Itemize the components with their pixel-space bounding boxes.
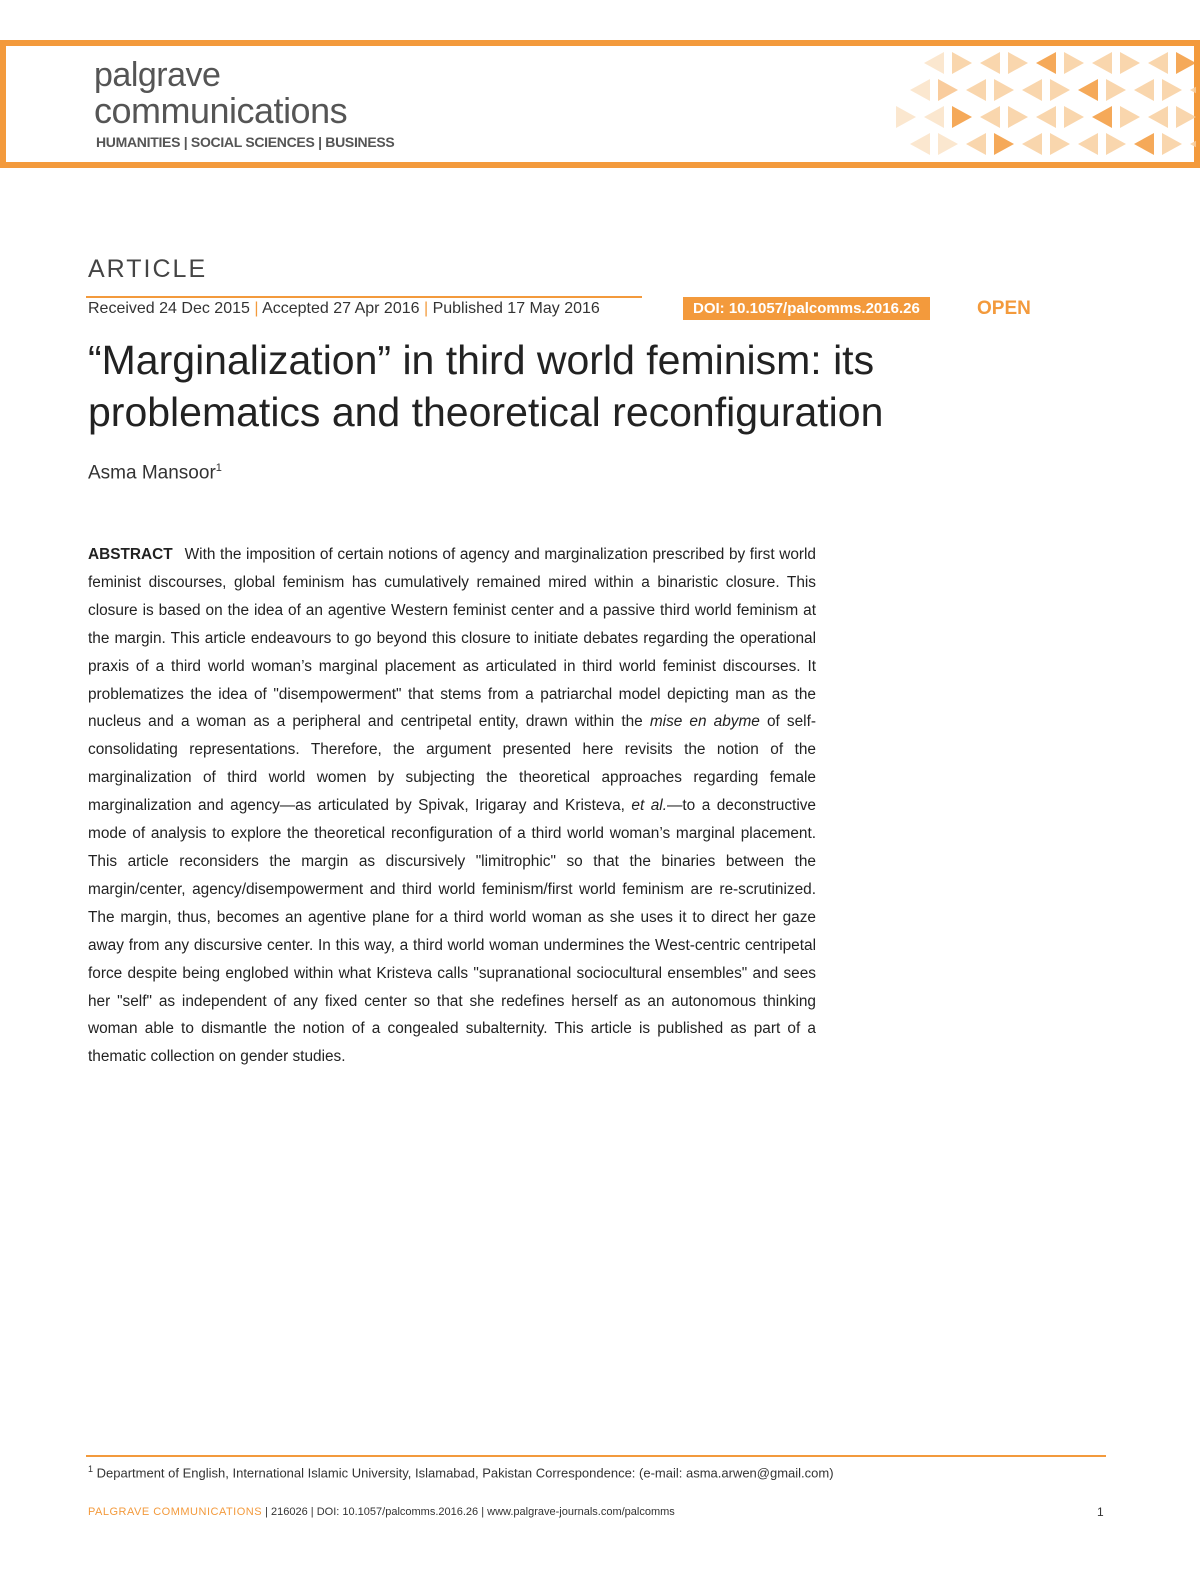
footer-details: | 216026 | DOI: 10.1057/palcomms.2016.26 | www.palgrave-journals.com/palcomms <box>262 1506 675 1518</box>
pattern-triangle <box>1190 79 1196 101</box>
separator: | <box>254 300 263 317</box>
received-date: Received 24 Dec 2015 <box>88 300 250 317</box>
pattern-triangle <box>1162 133 1182 155</box>
pattern-triangle <box>938 79 958 101</box>
author-name: Asma Mansoor <box>88 462 216 484</box>
open-access-label: OPEN <box>977 298 1031 319</box>
abstract-text-1: With the imposition of certain notions of agency and marginalization prescribed by first world feminist discourses, global feminism has cumulatively remained mired within a binaristic closure. This closure is based on the idea of an agentive Western feminist center and a passive third world feminism at the margin. This article endeavours to go beyond this closure to initiate debates regarding the operational praxis of a third world woman’s marginal placement as articulated in third world feminist discourses. It problematizes the idea of "disempowerment" that stems from a patriarchal model depicting man as the nucleus and a woman as a peripheral and centripetal entity, drawn within the <box>88 546 816 731</box>
pattern-triangle <box>1106 79 1126 101</box>
pattern-triangle <box>1162 79 1182 101</box>
article-type-label: ARTICLE <box>88 255 208 283</box>
abstract-label: ABSTRACT <box>88 546 173 563</box>
pattern-triangle <box>1176 52 1196 74</box>
pattern-triangle <box>1134 133 1154 155</box>
pattern-triangle <box>1008 52 1028 74</box>
pattern-triangle <box>1008 106 1028 128</box>
article-title: “Marginalization” in third world feminism: its problematics and theoretical reconfiguration <box>88 337 884 435</box>
pattern-triangle <box>924 52 944 74</box>
pattern-triangle <box>1078 79 1098 101</box>
separator: | <box>423 300 433 317</box>
page-footer <box>88 1506 675 1518</box>
brand-name-line1: palgrave <box>94 56 221 94</box>
footer-journal-name: PALGRAVE COMMUNICATIONS <box>88 1506 263 1518</box>
pattern-triangle <box>1134 79 1154 101</box>
pattern-triangle <box>1022 79 1042 101</box>
pattern-triangle <box>896 106 916 128</box>
pattern-triangle <box>1176 106 1196 128</box>
doi-badge[interactable]: DOI: 10.1057/palcomms.2016.26 <box>683 297 930 320</box>
pattern-triangle <box>910 79 930 101</box>
pattern-triangle <box>1078 133 1098 155</box>
abstract-italic-1: mise en abyme <box>649 713 760 731</box>
page-number: 1 <box>1097 1505 1104 1519</box>
pattern-triangle <box>910 133 930 155</box>
footnote-mark: 1 <box>88 1464 94 1474</box>
pattern-triangle <box>1036 52 1056 74</box>
meta-divider <box>86 296 642 298</box>
pattern-triangle <box>1148 52 1168 74</box>
pattern-triangle <box>938 133 958 155</box>
pattern-triangle <box>1050 133 1070 155</box>
affiliation-mark: 1 <box>215 462 222 474</box>
brand-tagline: HUMANITIES | SOCIAL SCIENCES | BUSINESS <box>96 134 395 150</box>
footnote <box>88 1464 834 1480</box>
abstract-text-2: of self-consolidating representations. Therefore, the argument presented here revisits the notion of the marginalization of third world women by subjecting the theoretical approaches regarding female marginalization and agency—as articulated by Spivak, Irigaray and Kristeva, <box>88 713 816 815</box>
abstract <box>88 541 816 1071</box>
pattern-triangle <box>966 133 986 155</box>
decorative-triangle-pattern <box>866 46 1196 162</box>
abstract-text-3: —to a deconstructive mode of analysis to explore the theoretical reconfiguration of a third world woman’s marginal placement. This article reconsiders the margin as discursively "limitrophic" so that the binaries between the margin/center, agency/disempowerment and third world feminism/first world feminism are re-scrutinized. The margin, thus, becomes an agentive plane for a third world woman as she uses it to direct her gaze away from any discursive center. In this way, a third world woman undermines the West-centric centripetal force despite being englobed within what Kristeva calls "supranational sociocultural ensembles" and sees her "self" as independent of any fixed center so that she redefines herself as an autonomous thinking woman able to dismantle the notion of a congealed subalternity. This article is published as part of a thematic collection on gender studies. <box>88 797 816 1066</box>
pattern-triangle <box>1106 133 1126 155</box>
abstract-italic-2: et al. <box>631 797 667 815</box>
journal-banner <box>0 40 1200 168</box>
pattern-triangle <box>924 106 944 128</box>
pattern-triangle <box>1064 52 1084 74</box>
pattern-triangle <box>1064 106 1084 128</box>
pattern-triangle <box>966 79 986 101</box>
author <box>88 462 222 484</box>
pattern-triangle <box>1092 106 1112 128</box>
accepted-date: Accepted 27 Apr 2016 <box>262 300 420 317</box>
footnote-text: Department of English, International Islamic University, Islamabad, Pakistan Correspondence: (e-mail: asma.arwen@gmail.com) <box>93 1465 834 1481</box>
pattern-triangle <box>1120 52 1140 74</box>
pattern-triangle <box>1120 106 1140 128</box>
pattern-triangle <box>994 79 1014 101</box>
brand-name-line2: communications <box>94 90 348 131</box>
pattern-triangle <box>1092 52 1112 74</box>
pattern-triangle <box>952 52 972 74</box>
pattern-triangle <box>980 52 1000 74</box>
pattern-triangle <box>994 133 1014 155</box>
published-date: Published 17 May 2016 <box>432 300 600 317</box>
pattern-triangle <box>1022 133 1042 155</box>
publication-dates <box>88 300 600 318</box>
pattern-triangle <box>1050 79 1070 101</box>
pattern-triangle <box>1148 106 1168 128</box>
footnote-divider <box>86 1455 1106 1457</box>
pattern-triangle <box>1190 133 1196 155</box>
pattern-triangle <box>1036 106 1056 128</box>
pattern-triangle <box>952 106 972 128</box>
pattern-triangle <box>980 106 1000 128</box>
